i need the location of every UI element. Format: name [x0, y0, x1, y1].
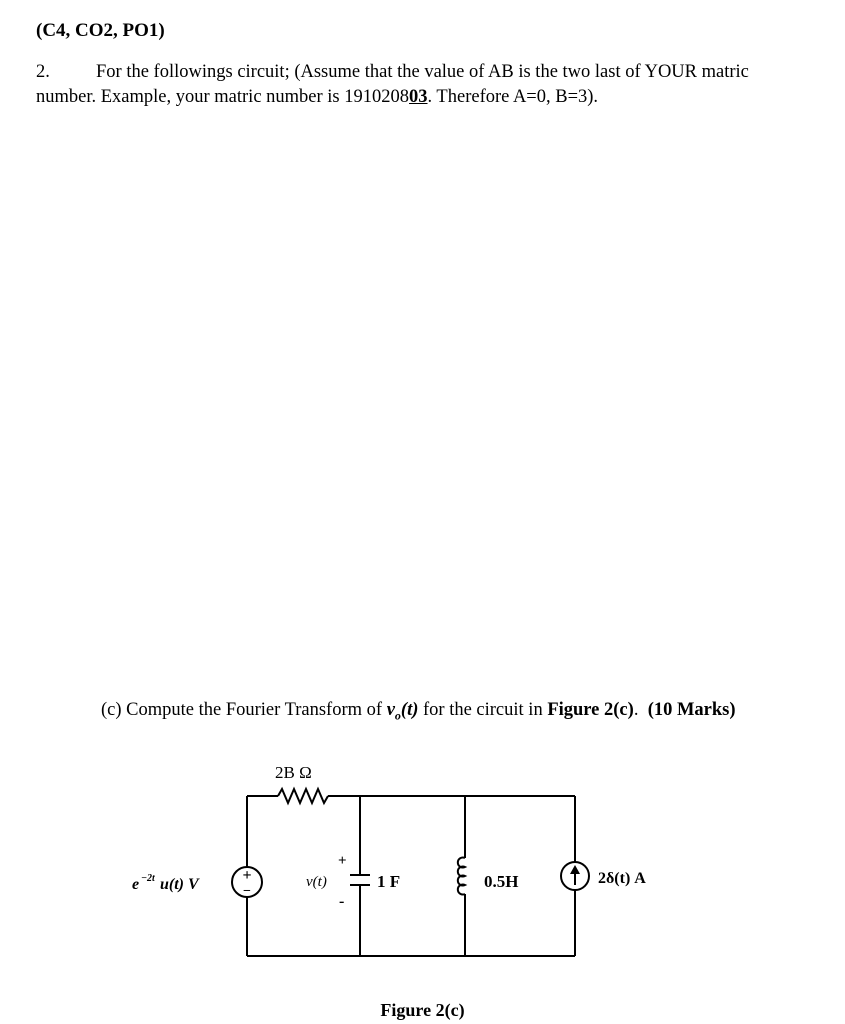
current-arrow-head [570, 865, 580, 874]
source-plus-sign: + [242, 867, 252, 884]
figure-reference: Figure 2(c) [547, 700, 634, 720]
inductor [458, 858, 465, 895]
question-text-line-2 [36, 87, 816, 108]
part-c-middle: for the circuit in [418, 700, 548, 720]
current-source-label: 2δ(t) A [598, 870, 646, 887]
capacitor-minus-sign: - [339, 893, 345, 910]
source-minus-sign: − [243, 884, 251, 899]
part-c-prefix: (c) Compute the Fourier Transform of [101, 700, 387, 720]
voltage-source-label-e: e [132, 876, 140, 893]
resistor-label: 2B Ω [275, 763, 312, 782]
part-c-period: . [633, 700, 644, 720]
marks: (10 Marks) [647, 700, 736, 720]
question-text-line2-after: . Therefore A=0, B=3). [427, 87, 599, 107]
figure-caption: Figure 2(c) [380, 1000, 465, 1020]
question-number: 2. [36, 62, 50, 82]
resistor [278, 789, 328, 803]
vo-sub: o [394, 708, 401, 723]
vo-base: v [386, 700, 395, 720]
question-heading: (C4, CO2, PO1) [36, 20, 165, 41]
voltage-source-label-u: u(t) V [160, 876, 199, 893]
part-c-question [101, 700, 821, 724]
question-text-line2-before: number. Example, your matric number is 1910208 [36, 87, 410, 107]
voltage-source-label-exp: −2t [141, 873, 155, 884]
inductor-label: 0.5H [484, 872, 519, 891]
vo-arg: (t) [400, 700, 419, 720]
capacitor-label: 1 F [377, 872, 401, 891]
matric-digits-highlight: 03 [409, 87, 428, 107]
capacitor-plus-sign: + [338, 853, 347, 869]
question-text: For the followings circuit; (Assume that the value of AB is the two last of YOUR matric [96, 62, 749, 82]
capacitor-voltage-label: v(t) [306, 874, 327, 890]
question-text-line-1 [36, 62, 816, 83]
circuit-diagram [120, 750, 720, 980]
vo-variable [386, 700, 419, 723]
